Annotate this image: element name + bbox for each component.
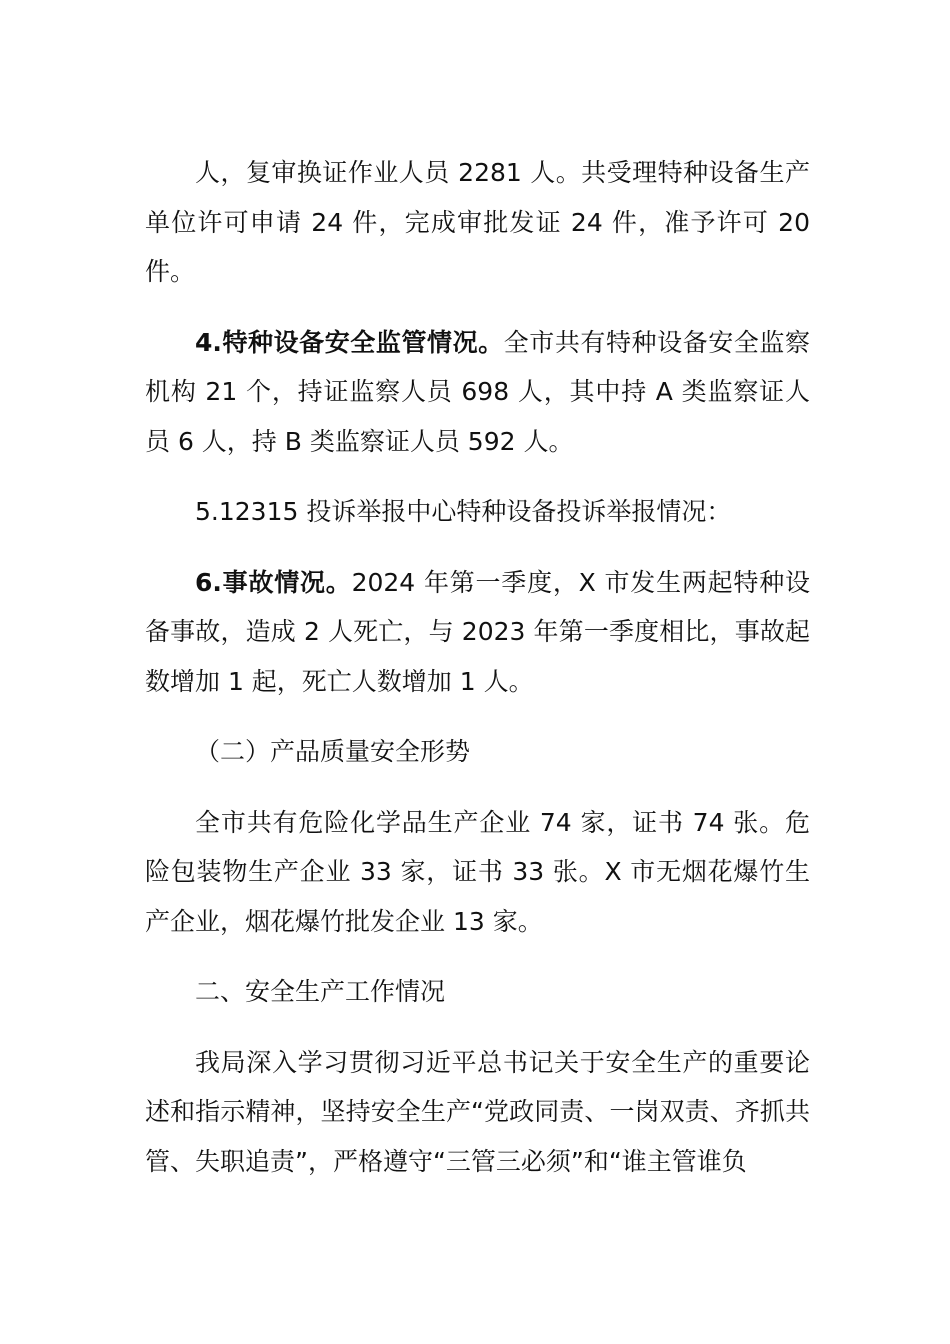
paragraph-safety-work-intro — [145, 1038, 810, 1187]
paragraph-license-stats — [145, 148, 810, 297]
section-heading-product-quality — [145, 727, 810, 777]
paragraph-text: 全市共有特种设备安全监察机构 21 个，持证监察人员 698 人，其中持 A 类监察证人员 6 人，持 B 类监察证人员 592 人。 — [145, 327, 810, 456]
paragraph-heading: 6.事故情况。 — [195, 567, 352, 597]
paragraph-text: 我局深入学习贯彻习近平总书记关于安全生产的重要论述和指示精神，坚持安全生产“党政同责、一岗双责、齐抓共管、失职追责”，严格遵守“三管三必须”和“谁主管谁负 — [145, 1047, 810, 1176]
section-heading-safety-work — [145, 967, 810, 1017]
paragraph-accident-situation — [145, 558, 810, 707]
paragraph-text: 2024 年第一季度，X 市发生两起特种设备事故，造成 2 人死亡，与 2023 年第一季度相比，事故起数增加 1 起，死亡人数增加 1 人。 — [145, 567, 810, 696]
paragraph-text: （二）产品质量安全形势 — [195, 737, 471, 766]
document-body — [145, 148, 810, 1207]
paragraph-text: 5.12315 投诉举报中心特种设备投诉举报情况： — [195, 497, 732, 526]
paragraph-text: 二、安全生产工作情况 — [195, 977, 446, 1006]
paragraph-text: 全市共有危险化学品生产企业 74 家，证书 74 张。危险包装物生产企业 33 家，证书 33 张。X 市无烟花爆竹生产企业，烟花爆竹批发企业 13 家。 — [145, 807, 810, 936]
paragraph-hazardous-chemicals — [145, 798, 810, 947]
paragraph-complaint-center — [145, 487, 810, 537]
paragraph-special-equipment-supervision — [145, 318, 810, 467]
paragraph-text: 人，复审换证作业人员 2281 人。共受理特种设备生产单位许可申请 24 件，完成审批发证 24 件，准予许可 20 件。 — [145, 158, 810, 286]
paragraph-heading: 4.特种设备安全监管情况。 — [195, 327, 504, 357]
